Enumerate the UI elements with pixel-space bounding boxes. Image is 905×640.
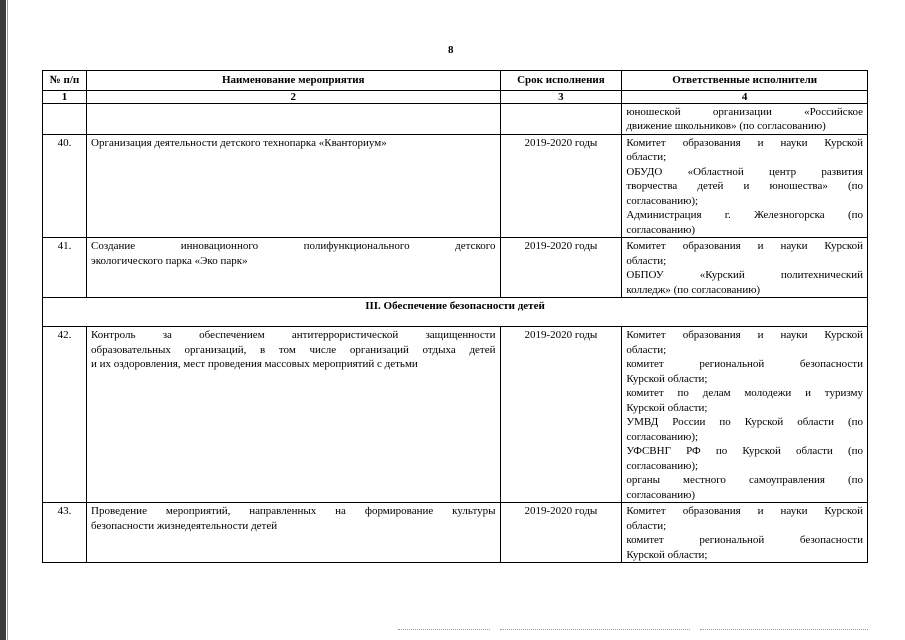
index-cell: 2	[87, 90, 501, 103]
responsible-line: комитет региональной безопасности	[626, 534, 863, 546]
table-row	[43, 327, 868, 503]
footer-rule	[700, 629, 868, 631]
header-event-name: Наименование мероприятия	[87, 71, 501, 91]
event-name-cell	[87, 134, 501, 238]
table-row	[43, 134, 868, 238]
responsible-cell	[622, 238, 868, 298]
event-name-line: Контроль за обеспечением антитеррористической защищенности	[91, 329, 496, 341]
responsible-line: Курской области;	[626, 548, 708, 561]
term-cell: 2019-2020 годы	[500, 327, 622, 503]
responsible-line: согласованию)	[626, 223, 695, 236]
events-table	[42, 70, 868, 563]
responsible-cell	[622, 103, 868, 134]
event-name-line: безопасности жизнедеятельности детей	[91, 519, 278, 532]
row-number: 43.	[43, 503, 87, 563]
row-number: 40.	[43, 134, 87, 238]
responsible-cell	[622, 503, 868, 563]
responsible-line: согласованию);	[626, 459, 699, 472]
responsible-line: комитет по делам молодежи и туризму	[626, 387, 863, 399]
event-name-cell	[87, 327, 501, 503]
responsible-line: согласованию);	[626, 194, 699, 207]
responsible-line: Курской области;	[626, 372, 708, 385]
event-name-cell	[87, 503, 501, 563]
term-cell: 2019-2020 годы	[500, 134, 622, 238]
index-cell: 3	[500, 90, 622, 103]
event-name-line: образовательных организаций, в том числе организаций отдыха детей	[91, 343, 496, 356]
responsible-line: ОБПОУ «Курский политехнический	[626, 269, 863, 281]
index-cell: 1	[43, 90, 87, 103]
footer-rule	[398, 629, 490, 631]
event-name-line: Организация деятельности детского технопарка «Кванториум»	[91, 136, 387, 149]
row-number: 42.	[43, 327, 87, 503]
section-row	[43, 298, 868, 327]
responsible-cell	[622, 327, 868, 503]
responsible-line: области;	[626, 343, 667, 356]
responsible-line: Курской области;	[626, 401, 708, 414]
responsible-line: области;	[626, 519, 667, 532]
responsible-line: УФСВНГ РФ по Курской области (по	[626, 445, 863, 457]
continuation-row	[43, 103, 868, 134]
responsible-line: согласованию)	[626, 488, 695, 501]
row-number: 41.	[43, 238, 87, 298]
header-term: Срок исполнения	[500, 71, 622, 91]
table-header-row	[43, 71, 868, 91]
table-row	[43, 238, 868, 298]
responsible-line: Комитет образования и науки Курской	[626, 240, 863, 252]
responsible-line: комитет региональной безопасности	[626, 358, 863, 370]
responsible-line: области;	[626, 151, 667, 163]
table-row	[43, 503, 868, 563]
scan-edge	[0, 0, 6, 640]
column-index-row	[43, 90, 868, 103]
responsible-line: юношеской организации «Российское	[626, 105, 863, 118]
event-name-line: экологического парка «Эко парк»	[91, 254, 248, 267]
section-title: III. Обеспечение безопасности детей	[43, 298, 868, 327]
scan-edge-line	[7, 0, 8, 640]
responsible-line: Комитет образования и науки Курской	[626, 329, 863, 341]
responsible-line: Администрация г. Железногорска (по	[626, 209, 863, 221]
event-name-cell	[87, 238, 501, 298]
page-number: 8	[448, 44, 454, 56]
responsible-line: колледж» (по согласованию)	[626, 283, 761, 296]
responsible-line: Комитет образования и науки Курской	[626, 136, 863, 149]
term-cell: 2019-2020 годы	[500, 238, 622, 298]
responsible-line: органы местного самоуправления (по	[626, 474, 863, 486]
responsible-line: УМВД России по Курской области (по	[626, 416, 863, 428]
responsible-line: ОБУДО «Областной центр развития	[626, 165, 863, 178]
header-number: № п/п	[43, 71, 87, 91]
term-cell: 2019-2020 годы	[500, 503, 622, 563]
responsible-line: творчества детей и юношества» (по	[626, 180, 863, 192]
responsible-line: движение школьников» (по согласованию)	[626, 120, 826, 132]
responsible-line: области;	[626, 254, 667, 267]
event-name-line: Проведение мероприятий, направленных на формирование культуры	[91, 505, 496, 517]
responsible-cell	[622, 134, 868, 238]
event-name-line: Создание инновационного полифункционального детского	[91, 240, 496, 252]
header-responsible: Ответственные исполнители	[622, 71, 868, 91]
responsible-line: Комитет образования и науки Курской	[626, 505, 863, 517]
event-name-line: и их оздоровления, мест проведения массовых мероприятий с детьми	[91, 358, 418, 370]
index-cell: 4	[622, 90, 868, 103]
responsible-line: согласованию);	[626, 430, 699, 443]
footer-rule	[500, 629, 690, 631]
